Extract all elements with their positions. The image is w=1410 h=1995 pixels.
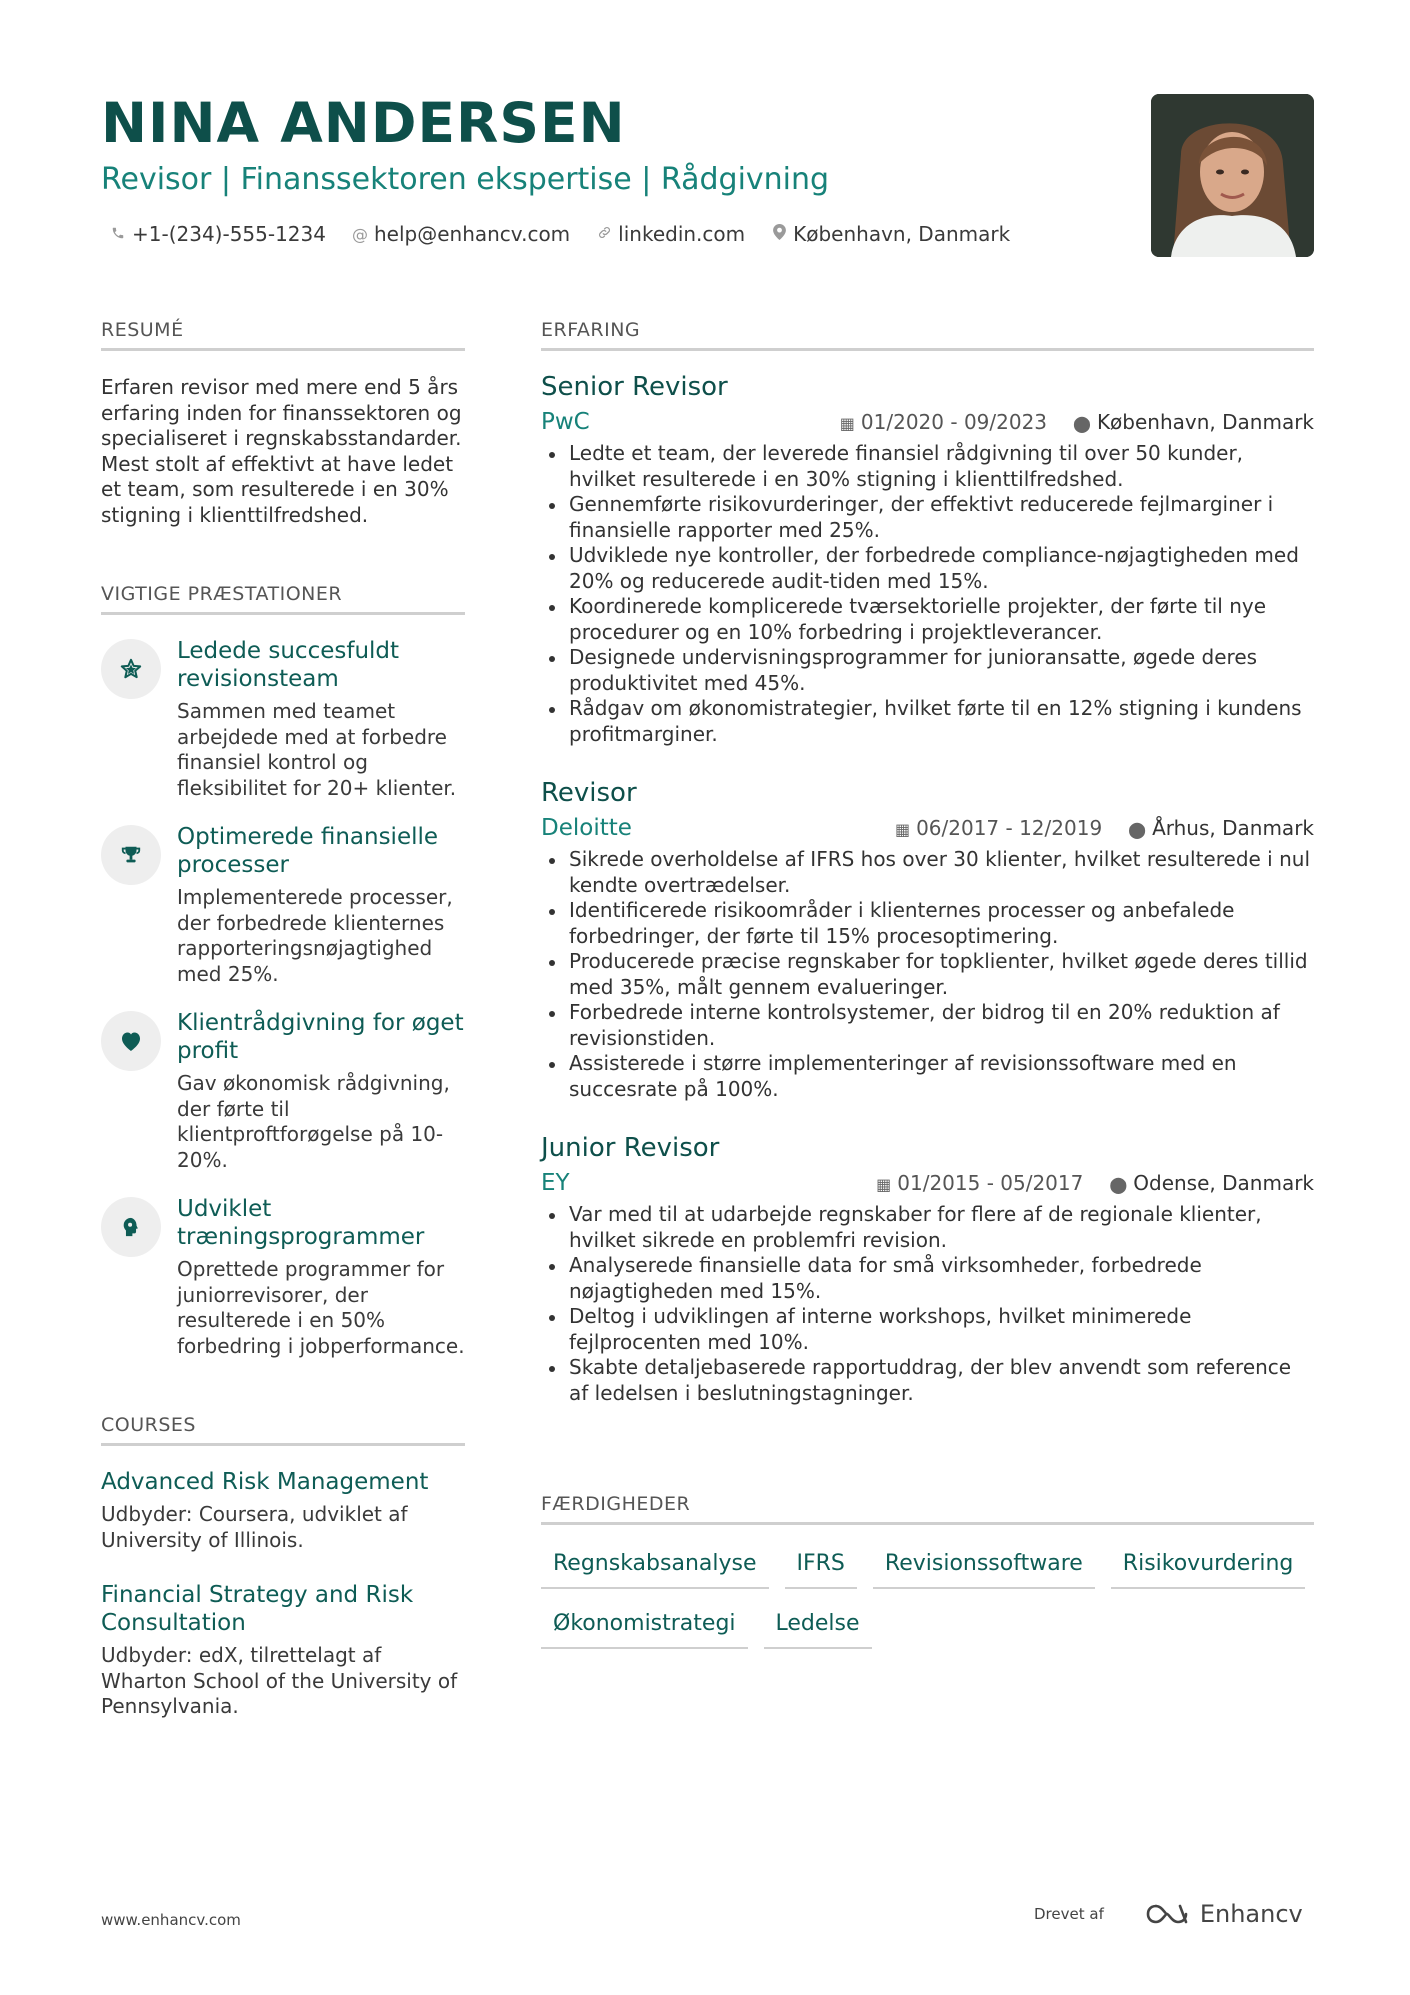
courses-section-title: COURSES (101, 1413, 465, 1446)
achievement-title: Optimerede finansielle processer (177, 824, 439, 878)
job-entry (541, 371, 1314, 747)
job-title: Revisor (541, 778, 637, 808)
job-bullets (541, 441, 1314, 747)
job-bullets (541, 1202, 1314, 1406)
skill-tag: Risikovurdering (1111, 1543, 1306, 1589)
job-bullets (541, 847, 1314, 1102)
bullet-item: Udviklede nye kontroller, der forbedrede compliance-nøjagtigheden med 20% og reducerede audit-tiden med 15%. (541, 543, 1314, 594)
email-text: help@enhancv.com (373, 222, 571, 246)
bullet-item: Analyserede finansielle data for små virksomheder, forbedrede nøjagtigheden med 15%. (541, 1253, 1314, 1304)
achievement-title: Udviklet træningsprogrammer (177, 1196, 425, 1250)
company-name: EY (541, 1170, 570, 1196)
skill-tag: Revisionssoftware (873, 1543, 1095, 1589)
skill-tag: Økonomistrategi (541, 1603, 748, 1649)
skill-tag: Ledelse (764, 1603, 872, 1649)
location-pin-icon: ⬤ (1073, 414, 1091, 433)
job-title: Senior Revisor (541, 372, 728, 402)
footer-website[interactable]: www.enhancv.com (101, 1911, 241, 1929)
enhancv-logo-icon (1144, 1902, 1190, 1926)
contact-email[interactable] (352, 222, 570, 246)
bullet-item: Gennemførte risikovurderinger, der effektivt reducerede fejlmarginer i finansielle rapporter med 25%. (541, 492, 1314, 543)
achievement-item (101, 637, 465, 801)
achievement-text: Implementerede processer, der forbedrede klienternes rapporteringsnøjagtighed med 25%. (177, 885, 453, 986)
job-location: Århus, Danmark (1152, 816, 1314, 840)
bullet-item: Producerede præcise regnskaber for topklienter, hvilket øgede deres tillid med 35%, målt gennem evalueringer. (541, 949, 1314, 1000)
course-title: Advanced Risk Management (101, 1469, 429, 1495)
bullet-item: Var med til at udarbejde regnskaber for flere af de regionale klienter, hvilket sikrede en problemfri revision. (541, 1202, 1314, 1253)
brand-logo[interactable] (1144, 1900, 1303, 1928)
company-name: PwC (541, 409, 590, 435)
course-title: Financial Strategy and Risk Consultation (101, 1582, 414, 1636)
profile-photo (1151, 94, 1314, 257)
achievement-item (101, 823, 465, 987)
job-location: Odense, Danmark (1133, 1171, 1314, 1195)
skills-list (541, 1543, 1314, 1649)
brain-icon (101, 1197, 161, 1257)
skill-tag: Regnskabsanalyse (541, 1543, 769, 1589)
star-icon (101, 639, 161, 699)
phone-text: +1-(234)-555-1234 (132, 222, 326, 246)
bullet-item: Deltog i udviklingen af interne workshops, hvilket minimerede fejlprocenten med 10%. (541, 1304, 1314, 1355)
job-location: København, Danmark (1096, 410, 1314, 434)
footer-branding (1034, 1900, 1303, 1928)
calendar-icon: ▦ (839, 414, 855, 433)
experience-section-title: ERFARING (541, 318, 1314, 351)
candidate-name: NINA ANDERSEN (101, 91, 626, 155)
skills-section (541, 1492, 1314, 1649)
job-entry (541, 777, 1314, 1102)
right-column (541, 318, 1314, 1406)
calendar-icon: ▦ (876, 1175, 892, 1194)
bullet-item: Ledte et team, der leverede finansiel rådgivning til over 50 kunder, hvilket resulterede i en 30% stigning i klienttilfredshed. (541, 441, 1314, 492)
bullet-item: Forbedrede interne kontrolsystemer, der bidrog til en 20% reduktion af revisionstiden. (541, 1000, 1314, 1051)
bullet-item: Designede undervisningsprogrammer for junioransatte, øgede deres produktivitet med 45%. (541, 645, 1314, 696)
header (101, 88, 1101, 246)
summary-text: Erfaren revisor med mere end 5 års erfaring inden for finanssektoren og specialiseret i regnskabsstandarder. Mest stolt af effektivt at have ledet et team, som resulterede i en 30% stigning i klienttilfredshed. (101, 375, 462, 527)
bullet-item: Rådgav om økonomistrategier, hvilket førte til en 12% stigning i kundens profitmarginer. (541, 696, 1314, 747)
achievement-text: Oprettede programmer for juniorrevisorer, der resulterede i en 50% forbedring i jobperformance. (177, 1257, 465, 1358)
achievements-section-title: VIGTIGE PRÆSTATIONER (101, 582, 465, 615)
achievement-item (101, 1009, 465, 1173)
course-item (101, 1468, 465, 1553)
course-provider: Udbyder: Coursera, udviklet af University of Illinois. (101, 1502, 408, 1552)
achievement-title: Klientrådgivning for øget profit (177, 1010, 464, 1064)
job-dates: 06/2017 - 12/2019 (916, 816, 1103, 840)
skill-tag: IFRS (785, 1543, 857, 1589)
left-column (101, 318, 465, 1720)
location-pin-icon: ⬤ (1109, 1175, 1128, 1194)
at-icon: @ (351, 224, 368, 244)
job-dates: 01/2015 - 05/2017 (897, 1171, 1084, 1195)
heart-icon (101, 1011, 161, 1071)
job-entry (541, 1132, 1314, 1406)
company-name: Deloitte (541, 815, 632, 841)
bullet-item: Identificerede risikoområder i klienternes processer og anbefalede forbedringer, der førte til 15% procesoptimering. (541, 898, 1314, 949)
job-title: Junior Revisor (541, 1133, 720, 1163)
achievement-text: Gav økonomisk rådgivning, der førte til klientproftforøgelse på 10-20%. (177, 1071, 450, 1172)
location-pin-icon: ⬤ (1128, 820, 1147, 839)
bullet-item: Koordinerede komplicerede tværsektorielle projekter, der førte til nye procedurer og en 10% forbedring i projektleverancer. (541, 594, 1314, 645)
course-item (101, 1581, 465, 1720)
linkedin-text: linkedin.com (618, 222, 746, 246)
achievement-item (101, 1195, 465, 1359)
contact-linkedin[interactable] (596, 222, 745, 246)
contact-location (771, 222, 1010, 246)
candidate-tagline: Revisor | Finanssektoren ekspertise | Rådgivning (101, 162, 830, 197)
phone-icon (110, 225, 126, 244)
trophy-icon (101, 825, 161, 885)
skills-section-title: FÆRDIGHEDER (541, 1492, 1314, 1525)
location-pin-icon (771, 224, 787, 244)
bullet-item: Sikrede overholdelse af IFRS hos over 30 klienter, hvilket resulterede i nul kendte overtrædelser. (541, 847, 1314, 898)
contact-bar (101, 222, 1101, 246)
bullet-item: Skabte detaljebaserede rapportuddrag, der blev anvendt som reference af ledelsen i beslutningstagninger. (541, 1355, 1314, 1406)
location-text: København, Danmark (793, 222, 1011, 246)
bullet-item: Assisterede i større implementeringer af revisionssoftware med en succesrate på 100%. (541, 1051, 1314, 1102)
summary-section-title: RESUMÉ (101, 318, 465, 351)
calendar-icon: ▦ (894, 820, 911, 839)
course-provider: Udbyder: edX, tilrettelagt af Wharton School of the University of Pennsylvania. (101, 1643, 458, 1718)
job-dates: 01/2020 - 09/2023 (860, 410, 1048, 434)
achievement-title: Ledede succesfuldt revisionsteam (177, 638, 400, 692)
achievement-text: Sammen med teamet arbejdede med at forbedre finansiel kontrol og fleksibilitet for 20+ klienter. (177, 699, 457, 800)
brand-name: Enhancv (1199, 1900, 1303, 1928)
powered-by-label: Drevet af (1034, 1905, 1104, 1923)
link-icon (596, 225, 612, 244)
contact-phone[interactable] (110, 222, 326, 246)
